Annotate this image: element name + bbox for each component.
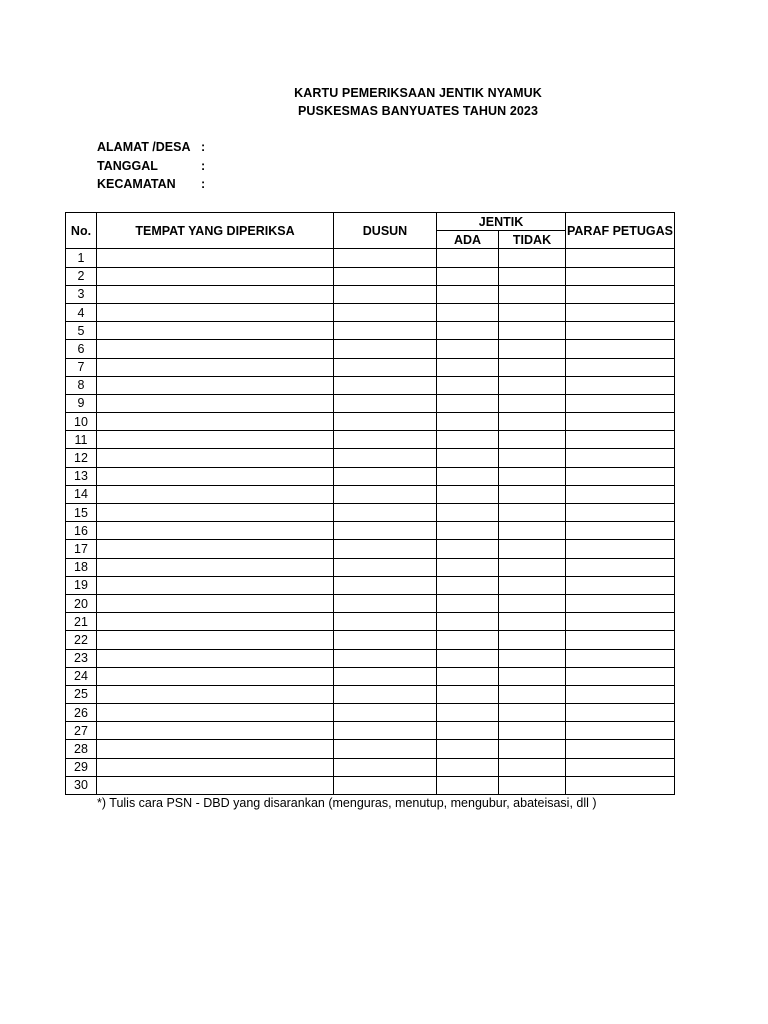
place-cell[interactable] [97,558,334,576]
paraf-cell[interactable] [566,376,675,394]
tidak-cell[interactable] [499,504,566,522]
tidak-cell[interactable] [499,776,566,794]
table-row [66,722,675,740]
info-label: TANGGAL [97,159,158,173]
info-colon: : [201,140,206,154]
row-number: 10 [66,413,97,431]
row-number: 1 [66,249,97,267]
tidak-cell[interactable] [499,340,566,358]
tidak-cell[interactable] [499,613,566,631]
table-row [66,485,675,503]
paraf-cell[interactable] [566,358,675,376]
header-place: TEMPAT YANG DIPERIKSA [97,213,334,249]
header-tidak: TIDAK [499,231,566,249]
place-cell[interactable] [97,740,334,758]
place-cell[interactable] [97,631,334,649]
info-label: ALAMAT /DESA [97,140,191,154]
paraf-cell[interactable] [566,394,675,412]
table-row [66,613,675,631]
ada-cell[interactable] [437,740,499,758]
row-number: 16 [66,522,97,540]
table-row [66,467,675,485]
row-number: 7 [66,358,97,376]
table-row [66,776,675,794]
row-number: 27 [66,722,97,740]
dusun-cell[interactable] [334,394,437,412]
info-row-tanggal [97,159,205,173]
paraf-cell[interactable] [566,431,675,449]
place-cell[interactable] [97,758,334,776]
place-cell[interactable] [97,431,334,449]
ada-cell[interactable] [437,758,499,776]
ada-cell[interactable] [437,249,499,267]
ada-cell[interactable] [437,685,499,703]
paraf-cell[interactable] [566,504,675,522]
ada-cell[interactable] [437,467,499,485]
dusun-cell[interactable] [334,776,437,794]
ada-cell[interactable] [437,303,499,321]
place-cell[interactable] [97,504,334,522]
ada-cell[interactable] [437,613,499,631]
paraf-cell[interactable] [566,249,675,267]
table-row [66,740,675,758]
info-colon: : [201,159,206,173]
paraf-cell[interactable] [566,558,675,576]
paraf-cell[interactable] [566,576,675,594]
place-cell[interactable] [97,776,334,794]
place-cell[interactable] [97,358,334,376]
ada-cell[interactable] [437,485,499,503]
header-dusun: DUSUN [334,213,437,249]
ada-cell[interactable] [437,776,499,794]
ada-cell[interactable] [437,722,499,740]
row-number: 23 [66,649,97,667]
tidak-cell[interactable] [499,485,566,503]
info-colon: : [201,177,206,191]
dusun-cell[interactable] [334,540,437,558]
table-row [66,504,675,522]
tidak-cell[interactable] [499,576,566,594]
ada-cell[interactable] [437,376,499,394]
ada-cell[interactable] [437,558,499,576]
header-paraf: PARAF PETUGAS [566,213,675,249]
table-row [66,303,675,321]
paraf-cell[interactable] [566,667,675,685]
table-row [66,431,675,449]
table-row [66,358,675,376]
info-row-alamat [97,140,205,154]
place-cell[interactable] [97,376,334,394]
form-title: KARTU PEMERIKSAAN JENTIK NYAMUK [294,86,542,100]
table-row [66,394,675,412]
dusun-cell[interactable] [334,504,437,522]
row-number: 12 [66,449,97,467]
paraf-cell[interactable] [566,740,675,758]
table-row [66,649,675,667]
place-cell[interactable] [97,322,334,340]
footnote: *) Tulis cara PSN - DBD yang disarankan (menguras, menutup, mengubur, abateisasi, dll ) [97,796,597,810]
dusun-cell[interactable] [334,249,437,267]
place-cell[interactable] [97,485,334,503]
place-cell[interactable] [97,394,334,412]
ada-cell[interactable] [437,449,499,467]
place-cell[interactable] [97,522,334,540]
tidak-cell[interactable] [499,558,566,576]
row-number: 25 [66,685,97,703]
dusun-cell[interactable] [334,649,437,667]
paraf-cell[interactable] [566,285,675,303]
tidak-cell[interactable] [499,394,566,412]
place-cell[interactable] [97,267,334,285]
dusun-cell[interactable] [334,449,437,467]
tidak-cell[interactable] [499,540,566,558]
place-cell[interactable] [97,685,334,703]
table-row [66,413,675,431]
ada-cell[interactable] [437,522,499,540]
dusun-cell[interactable] [334,376,437,394]
tidak-cell[interactable] [499,631,566,649]
place-cell[interactable] [97,667,334,685]
header-jentik: JENTIK [437,213,566,231]
ada-cell[interactable] [437,631,499,649]
paraf-cell[interactable] [566,613,675,631]
paraf-cell[interactable] [566,340,675,358]
dusun-cell[interactable] [334,485,437,503]
ada-cell[interactable] [437,704,499,722]
ada-cell[interactable] [437,394,499,412]
row-number: 2 [66,267,97,285]
tidak-cell[interactable] [499,267,566,285]
table-row [66,267,675,285]
ada-cell[interactable] [437,504,499,522]
table-row [66,758,675,776]
paraf-cell[interactable] [566,631,675,649]
paraf-cell[interactable] [566,467,675,485]
dusun-cell[interactable] [334,594,437,612]
paraf-cell[interactable] [566,267,675,285]
table-row [66,540,675,558]
table-row [66,704,675,722]
ada-cell[interactable] [437,667,499,685]
dusun-cell[interactable] [334,631,437,649]
ada-cell[interactable] [437,285,499,303]
paraf-cell[interactable] [566,485,675,503]
ada-cell[interactable] [437,267,499,285]
row-number: 15 [66,504,97,522]
table-row [66,522,675,540]
paraf-cell[interactable] [566,322,675,340]
place-cell[interactable] [97,413,334,431]
place-cell[interactable] [97,576,334,594]
table-row [66,558,675,576]
tidak-cell[interactable] [499,449,566,467]
place-cell[interactable] [97,594,334,612]
paraf-cell[interactable] [566,758,675,776]
row-number: 19 [66,576,97,594]
dusun-cell[interactable] [334,667,437,685]
place-cell[interactable] [97,285,334,303]
ada-cell[interactable] [437,322,499,340]
row-number: 11 [66,431,97,449]
tidak-cell[interactable] [499,740,566,758]
dusun-cell[interactable] [334,613,437,631]
row-number: 8 [66,376,97,394]
ada-cell[interactable] [437,358,499,376]
row-number: 17 [66,540,97,558]
dusun-cell[interactable] [334,267,437,285]
header-no: No. [66,213,97,249]
dusun-cell[interactable] [334,358,437,376]
ada-cell[interactable] [437,594,499,612]
row-number: 3 [66,285,97,303]
dusun-cell[interactable] [334,431,437,449]
place-cell[interactable] [97,540,334,558]
tidak-cell[interactable] [499,358,566,376]
paraf-cell[interactable] [566,649,675,667]
dusun-cell[interactable] [334,758,437,776]
dusun-cell[interactable] [334,413,437,431]
paraf-cell[interactable] [566,776,675,794]
place-cell[interactable] [97,449,334,467]
paraf-cell[interactable] [566,704,675,722]
place-cell[interactable] [97,704,334,722]
place-cell[interactable] [97,340,334,358]
header-ada: ADA [437,231,499,249]
table-row [66,685,675,703]
ada-cell[interactable] [437,649,499,667]
ada-cell[interactable] [437,576,499,594]
row-number: 28 [66,740,97,758]
form-subtitle: PUSKESMAS BANYUATES TAHUN 2023 [297,104,539,118]
table-row [66,594,675,612]
dusun-cell[interactable] [334,467,437,485]
place-cell[interactable] [97,722,334,740]
tidak-cell[interactable] [499,704,566,722]
row-number: 5 [66,322,97,340]
dusun-cell[interactable] [334,522,437,540]
dusun-cell[interactable] [334,685,437,703]
row-number: 21 [66,613,97,631]
ada-cell[interactable] [437,431,499,449]
paraf-cell[interactable] [566,413,675,431]
paraf-cell[interactable] [566,540,675,558]
tidak-cell[interactable] [499,322,566,340]
table-row [66,285,675,303]
place-cell[interactable] [97,303,334,321]
tidak-cell[interactable] [499,722,566,740]
dusun-cell[interactable] [334,303,437,321]
ada-cell[interactable] [437,413,499,431]
place-cell[interactable] [97,249,334,267]
paraf-cell[interactable] [566,722,675,740]
table-row [66,576,675,594]
tidak-cell[interactable] [499,467,566,485]
tidak-cell[interactable] [499,249,566,267]
table-row [66,449,675,467]
tidak-cell[interactable] [499,285,566,303]
table-row [66,340,675,358]
inspection-table [65,212,675,795]
row-number: 6 [66,340,97,358]
place-cell[interactable] [97,649,334,667]
place-cell[interactable] [97,467,334,485]
tidak-cell[interactable] [499,685,566,703]
row-number: 22 [66,631,97,649]
dusun-cell[interactable] [334,322,437,340]
dusun-cell[interactable] [334,722,437,740]
info-label: KECAMATAN [97,177,176,191]
paraf-cell[interactable] [566,594,675,612]
row-number: 30 [66,776,97,794]
paraf-cell[interactable] [566,449,675,467]
tidak-cell[interactable] [499,376,566,394]
row-number: 14 [66,485,97,503]
paraf-cell[interactable] [566,685,675,703]
table-row [66,667,675,685]
tidak-cell[interactable] [499,649,566,667]
dusun-cell[interactable] [334,285,437,303]
dusun-cell[interactable] [334,704,437,722]
row-number: 24 [66,667,97,685]
ada-cell[interactable] [437,340,499,358]
tidak-cell[interactable] [499,303,566,321]
dusun-cell[interactable] [334,576,437,594]
dusun-cell[interactable] [334,340,437,358]
tidak-cell[interactable] [499,431,566,449]
table-row [66,376,675,394]
row-number: 9 [66,394,97,412]
tidak-cell[interactable] [499,758,566,776]
row-number: 18 [66,558,97,576]
row-number: 4 [66,303,97,321]
dusun-cell[interactable] [334,740,437,758]
tidak-cell[interactable] [499,522,566,540]
table-row [66,249,675,267]
dusun-cell[interactable] [334,558,437,576]
paraf-cell[interactable] [566,522,675,540]
row-number: 26 [66,704,97,722]
tidak-cell[interactable] [499,594,566,612]
row-number: 13 [66,467,97,485]
ada-cell[interactable] [437,540,499,558]
place-cell[interactable] [97,613,334,631]
table-row [66,631,675,649]
tidak-cell[interactable] [499,667,566,685]
paraf-cell[interactable] [566,303,675,321]
row-number: 29 [66,758,97,776]
info-row-kecamatan [97,177,205,191]
table-row [66,322,675,340]
row-number: 20 [66,594,97,612]
tidak-cell[interactable] [499,413,566,431]
